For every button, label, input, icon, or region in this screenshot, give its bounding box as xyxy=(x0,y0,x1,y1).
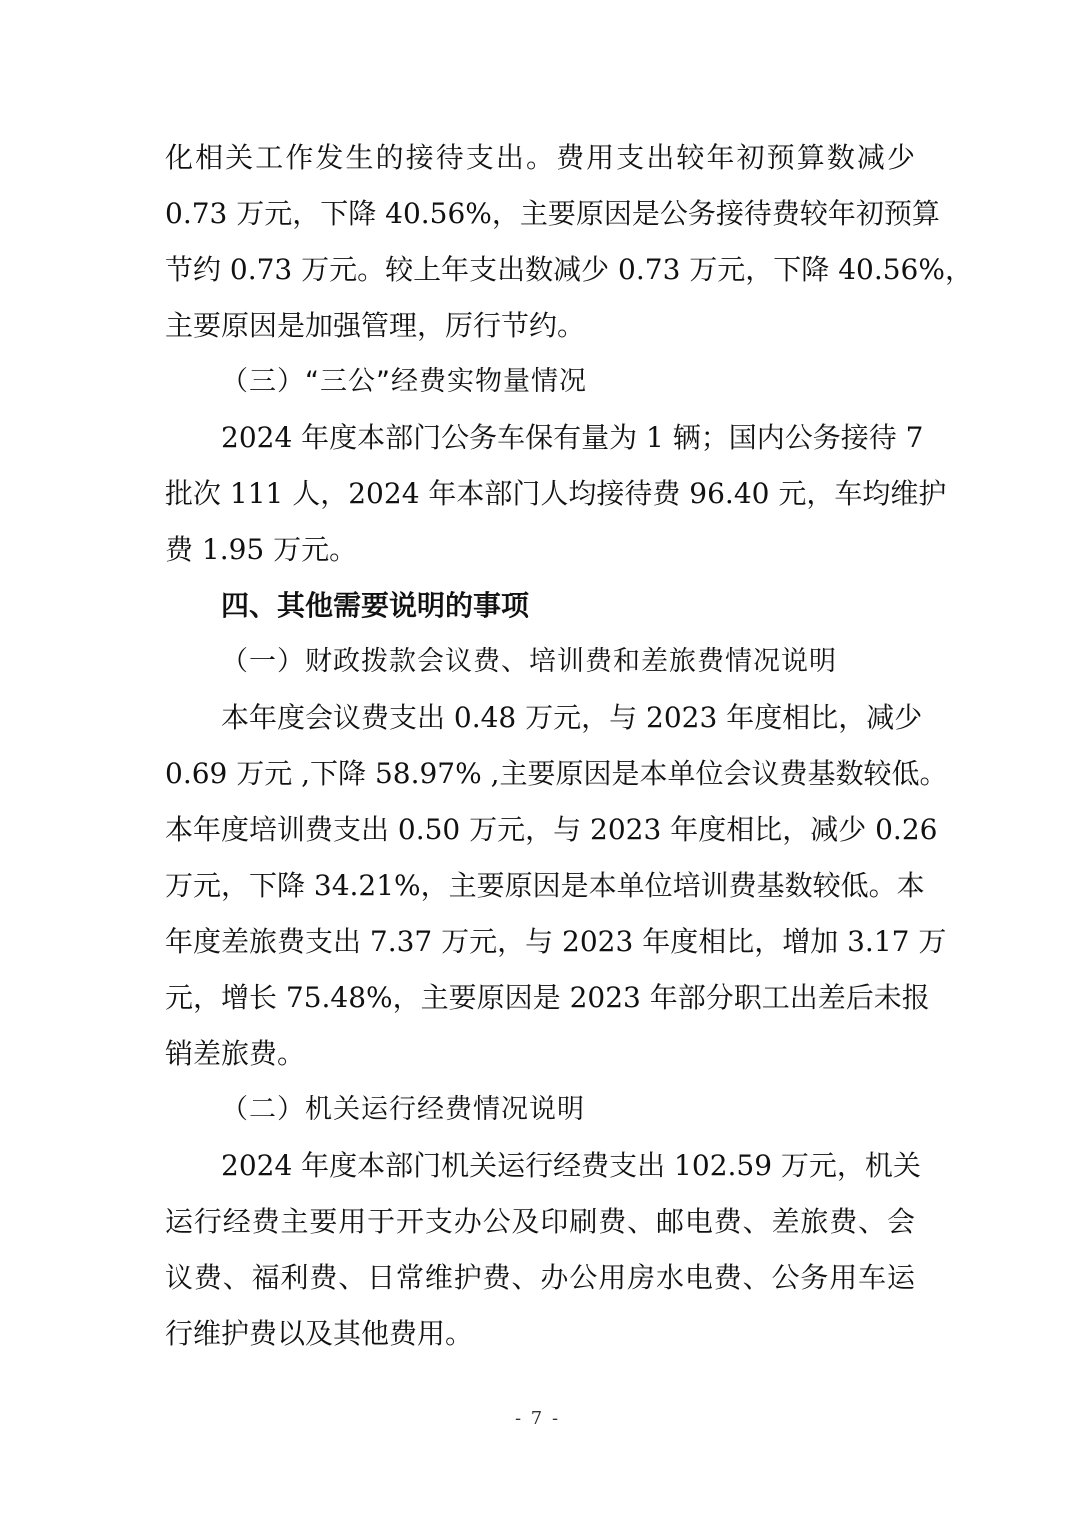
text-line: 2024 年度本部门机关运行经费支出 102.59 万元，机关 xyxy=(221,1149,921,1182)
text-line: 0.69 万元 ,下降 58.97% ,主要原因是本单位会议费基数较低。 xyxy=(165,757,948,790)
text-line: 批次 111 人，2024 年本部门人均接待费 96.40 元，车均维护 xyxy=(165,477,947,510)
text-line: 化相关工作发生的接待支出。费用支出较年初预算数减少 xyxy=(165,141,915,174)
text-line: 本年度培训费支出 0.50 万元，与 2023 年度相比，减少 0.26 xyxy=(165,813,938,846)
text-line: 运行经费主要用于开支办公及印刷费、邮电费、差旅费、会 xyxy=(165,1205,915,1238)
paragraph-reception-expenses xyxy=(165,130,973,354)
text-line: 议费、福利费、日常维护费、办公用房水电费、公务用车运 xyxy=(165,1261,915,1294)
subheading-three-public-quantities: （三）“三公”经费实物量情况 xyxy=(221,366,587,397)
text-line: 0.73 万元，下降 40.56%，主要原因是公务接待费较年初预算 xyxy=(165,197,940,230)
text-line: 元，增长 75.48%，主要原因是 2023 年部分职工出差后未报 xyxy=(165,981,930,1014)
document-body xyxy=(165,130,973,1362)
section-heading-other-matters: 四、其他需要说明的事项 xyxy=(221,589,530,622)
text-line: 主要原因是加强管理，厉行节约。 xyxy=(165,309,586,342)
paragraph-operating-expenses xyxy=(165,1138,921,1362)
text-line: 年度差旅费支出 7.37 万元，与 2023 年度相比，增加 3.17 万 xyxy=(165,925,947,958)
text-line: 节约 0.73 万元。较上年支出数减少 0.73 万元，下降 40.56%， xyxy=(165,253,973,286)
paragraph-vehicle-reception xyxy=(165,410,947,578)
text-line: 2024 年度本部门公务车保有量为 1 辆；国内公务接待 7 xyxy=(221,421,924,454)
page-number: - 7 - xyxy=(514,1408,561,1429)
text-line: 销差旅费。 xyxy=(165,1037,306,1070)
subheading-operating-expenses: （二）机关运行经费情况说明 xyxy=(221,1094,585,1125)
subheading-meeting-training-travel: （一）财政拨款会议费、培训费和差旅费情况说明 xyxy=(221,646,837,677)
text-line: 本年度会议费支出 0.48 万元，与 2023 年度相比，减少 xyxy=(221,701,923,734)
text-line: 万元，下降 34.21%，主要原因是本单位培训费基数较低。本 xyxy=(165,869,925,902)
text-line: 费 1.95 万元。 xyxy=(165,533,358,566)
text-line: 行维护费以及其他费用。 xyxy=(165,1317,474,1350)
paragraph-meeting-training-travel xyxy=(165,690,948,1082)
